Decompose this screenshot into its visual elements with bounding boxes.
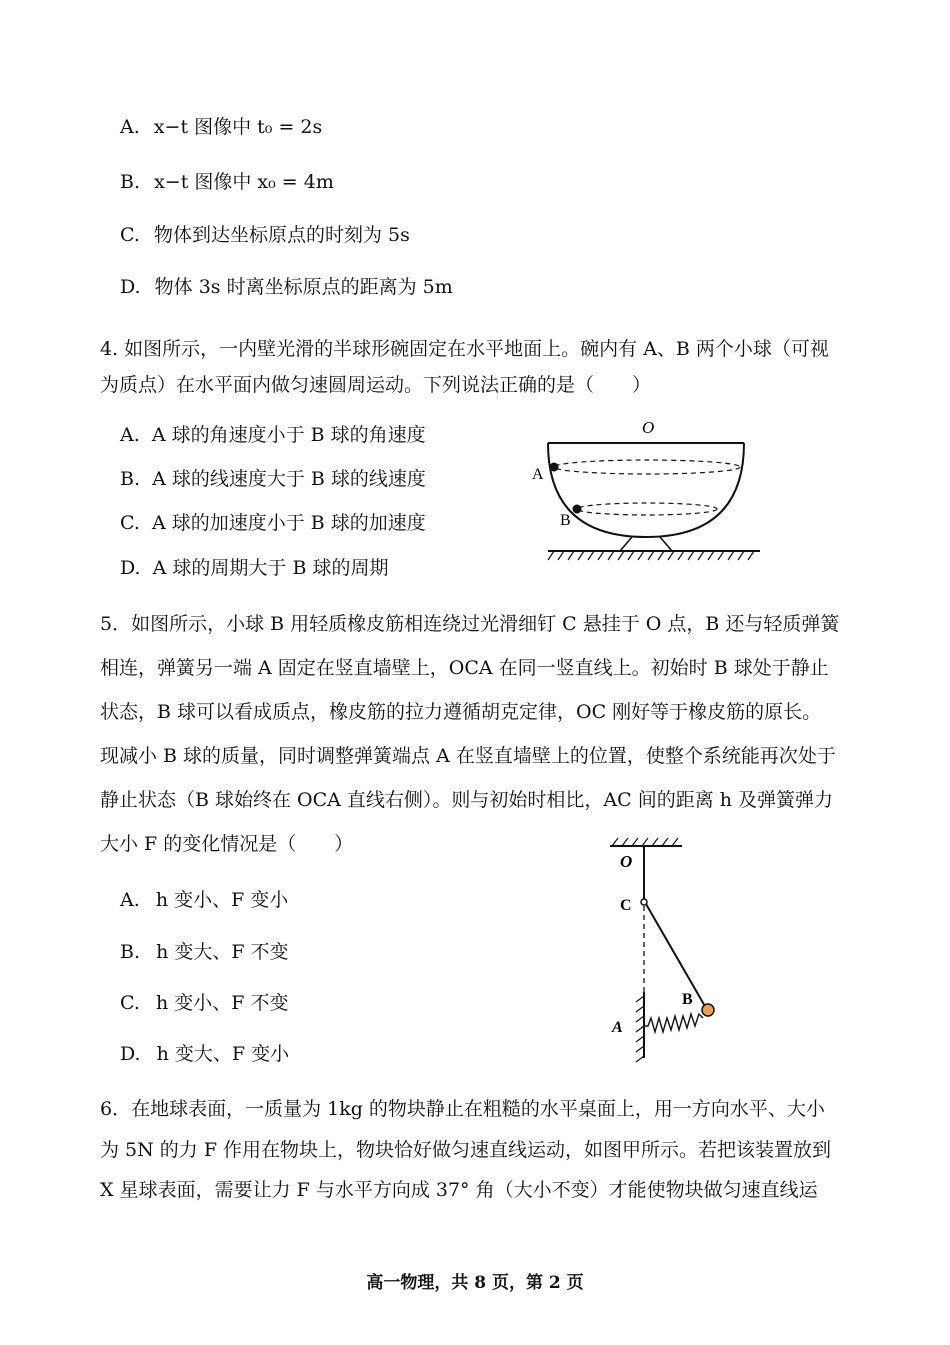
q5-option-a-text: h 变小、F 变小 — [155, 889, 289, 911]
q3-option-c-label: C. — [120, 224, 140, 246]
q4-option-c-label: C. — [120, 512, 140, 534]
q4-stem-line-1: 4. 如图所示，一内壁光滑的半球形碗固定在水平地面上。碗内有 A、B 两个小球（可视 — [100, 338, 829, 360]
q5-option-d — [120, 1042, 289, 1066]
q5-spring — [644, 1014, 703, 1032]
q5-stem-line-2: 相连，弹簧另一端 A 固定在竖直墙壁上，OCA 在同一竖直线上。初始时 B 球处于静止 — [100, 657, 829, 679]
q5-option-c-label: C. — [120, 992, 140, 1014]
q5-rubber-band — [646, 904, 706, 1008]
q5-option-d-label: D. — [120, 1043, 141, 1065]
q5-option-a — [120, 888, 288, 912]
q6-stem-line-3: X 星球表面，需要让力 F 与水平方向成 37° 角（大小不变）才能使物块做匀速直线运 — [100, 1179, 818, 1201]
q3-option-d-label: D. — [120, 276, 141, 298]
q4-option-c-text: A 球的加速度小于 B 球的加速度 — [151, 512, 426, 534]
q4-orbit-b — [577, 503, 717, 515]
q4-ground-hatch — [548, 551, 754, 560]
q3-option-a — [120, 115, 322, 139]
q5-option-b-text: h 变大、F 不变 — [156, 941, 289, 963]
q3-option-c-text: 物体到达坐标原点的时刻为 5s — [153, 224, 410, 246]
q4-option-d-label: D. — [120, 557, 141, 579]
q5-spring-figure — [600, 832, 740, 1067]
q3-option-b-text: x−t 图像中 x₀ = 4m — [154, 171, 334, 193]
q4-bowl-figure — [520, 415, 770, 565]
q5-label-o: O — [620, 852, 633, 871]
q5-stem-line-5: 静止状态（B 球始终在 OCA 直线右侧）。则与初始时相比，AC 间的距离 h 及弹簧弹力 — [100, 789, 834, 811]
q4-label-b: B — [560, 512, 571, 529]
q4-bowl-outer — [548, 443, 744, 537]
q5-label-a: A — [612, 1019, 623, 1036]
q5-stem-line-6: 大小 F 的变化情况是（ ） — [100, 833, 354, 855]
q5-label-c: C — [620, 897, 632, 914]
q4-option-a-label: A. — [120, 424, 140, 446]
q5-ceiling-hatch — [612, 838, 678, 846]
q5-ball-b — [702, 1004, 714, 1016]
q4-ball-a — [550, 463, 559, 472]
q3-option-a-label: A. — [120, 116, 140, 138]
q4-option-a — [120, 423, 426, 447]
q3-option-d — [120, 275, 453, 299]
q4-option-c — [120, 511, 426, 535]
q5-option-c — [120, 991, 288, 1015]
q3-option-c — [120, 223, 410, 247]
q4-option-b-label: B. — [120, 468, 141, 490]
q4-orbit-a — [554, 460, 740, 474]
q5-option-c-text: h 变小、F 不变 — [155, 992, 289, 1014]
q6-stem-line-2: 为 5N 的力 F 作用在物块上，物块恰好做匀速直线运动，如图甲所示。若把该装置放到 — [100, 1139, 832, 1161]
q5-stem-line-1: 5．如图所示，小球 B 用轻质橡皮筋相连绕过光滑细钉 C 悬挂于 O 点，B 还与轻质弹簧 — [100, 613, 840, 635]
q4-label-a: A — [532, 466, 544, 483]
q5-option-b-label: B. — [120, 941, 141, 963]
q4-option-b — [120, 467, 426, 491]
q5-stem-line-4: 现减小 B 球的质量，同时调整弹簧端点 A 在竖直墙壁上的位置，使整个系统能再次处于 — [100, 745, 836, 767]
q5-option-a-label: A. — [120, 889, 140, 911]
q3-option-d-text: 物体 3s 时离坐标原点的距离为 5m — [154, 276, 453, 298]
q3-option-b-label: B. — [120, 171, 141, 193]
q4-ball-b — [573, 505, 582, 514]
q5-label-b: B — [682, 991, 693, 1008]
q5-option-b — [120, 940, 289, 964]
q4-option-b-text: A 球的线速度大于 B 球的线速度 — [152, 468, 426, 490]
q4-option-d-text: A 球的周期大于 B 球的周期 — [152, 557, 389, 579]
q4-option-a-text: A 球的角速度小于 B 球的角速度 — [151, 424, 426, 446]
q3-option-a-text: x−t 图像中 t₀ = 2s — [153, 116, 323, 138]
q5-wall-hatch — [636, 996, 644, 1062]
page-footer: 高一物理，共 8 页，第 2 页 — [366, 1273, 584, 1293]
q6-stem-line-1: 6．在地球表面，一质量为 1kg 的物块静止在粗糙的水平桌面上，用一方向水平、大小 — [100, 1098, 825, 1120]
q4-option-d — [120, 556, 388, 580]
q4-bowl-leg-right — [660, 537, 672, 551]
q5-stem-line-3: 状态，B 球可以看成质点，橡皮筋的拉力遵循胡克定律，OC 刚好等于橡皮筋的原长。 — [100, 701, 822, 723]
q4-label-o: O — [642, 418, 655, 437]
q3-option-b — [120, 170, 334, 194]
q4-stem-line-2: 为质点）在水平面内做匀速圆周运动。下列说法正确的是（ ） — [100, 374, 652, 396]
q4-bowl-leg-left — [620, 537, 632, 551]
q5-option-d-text: h 变大、F 变小 — [156, 1043, 290, 1065]
